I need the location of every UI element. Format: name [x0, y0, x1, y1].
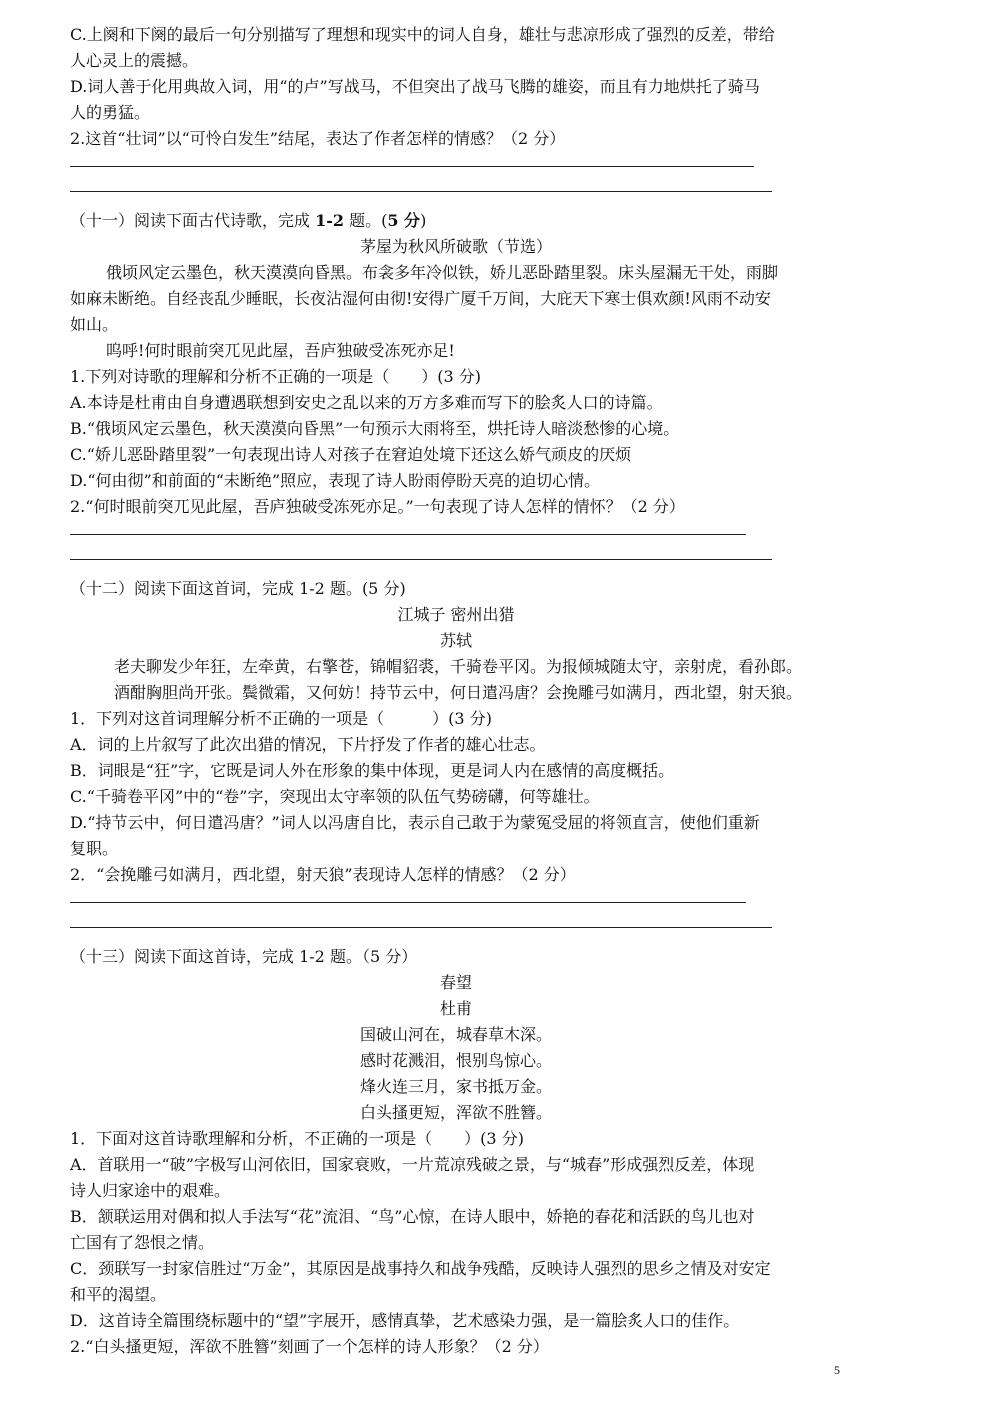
option-d-line-1: D.词人善于化用典故入词，用“的卢”写战马，不但突出了战马飞腾的雄姿，而且有力地烘托了骑马: [70, 77, 760, 96]
poem-line: 俄顷风定云墨色，秋天漠漠向昏黑。布衾多年冷似铁，娇儿恶卧踏里裂。床头屋漏无干处，雨脚: [106, 263, 779, 282]
section-11-header: （十一）阅读下面古代诗歌，完成 1-2 题。(5 分): [70, 211, 427, 230]
option-b: B．词眼是“狂”字，它既是词人外在形象的集中体现，更是词人内在感情的高度概括。: [70, 761, 675, 780]
option-a-line-2: 诗人归家途中的艰难。: [70, 1181, 231, 1200]
poem-line: 呜呼!何时眼前突兀见此屋，吾庐独破受冻死亦足!: [106, 341, 455, 360]
poem-title: 茅屋为秋风所破歌（节选）: [359, 237, 552, 256]
option-d-line-2: 复职。: [70, 839, 119, 858]
option-c: C.“娇儿恶卧踏里裂”一句表现出诗人对孩子在窘迫处境下还这么娇气顽皮的厌烦: [70, 445, 632, 464]
question-2: 2.“白头搔更短，浑欲不胜簪”刻画了一个怎样的诗人形象？（2 分）: [70, 1337, 549, 1356]
option-c-line-1: C.上阕和下阕的最后一句分别描写了理想和现实中的词人自身，雄壮与悲凉形成了强烈的反差，带给: [70, 25, 775, 44]
answer-line: [70, 534, 746, 535]
poem-line: 酒酣胸胆尚开张。鬓微霜，又何妨！持节云中，何日遣冯唐？会挽雕弓如满月，西北望，射天狼。: [114, 683, 803, 702]
option-d: D．这首诗全篇围绕标题中的“望”字展开，感情真挚，艺术感染力强，是一篇脍炙人口的佳作。: [70, 1311, 740, 1330]
option-c-line-2: 人心灵上的震撼。: [70, 51, 199, 70]
document-page: [70, 22, 842, 1360]
poem-line: 老夫聊发少年狂，左牵黄，右擎苍，锦帽貂裘，千骑卷平冈。为报倾城随太守，亲射虎，看孙郎。: [114, 657, 803, 676]
option-c-line-2: 和平的渴望。: [70, 1285, 167, 1304]
option-c: C.“千骑卷平冈”中的“卷”字，突现出太守率领的队伍气势磅礴，何等雄壮。: [70, 787, 600, 806]
option-a: A．词的上片叙写了此次出猎的情况，下片抒发了作者的雄心壮志。: [70, 735, 546, 754]
option-b: B.“俄顷风定云墨色，秋天漠漠向昏黑”一句预示大雨将至，烘托诗人暗淡愁惨的心境。: [70, 419, 680, 438]
question-1: 1．下列对这首词理解分析不正确的一项是（ ）(3 分): [70, 709, 492, 728]
question-2: 2．“会挽雕弓如满月，西北望，射天狼”表现诗人怎样的情感？（2 分）: [70, 865, 576, 884]
option-c-line-1: C．颈联写一封家信胜过“万金”，其原因是战事持久和战争残酷，反映诗人强烈的思乡之情及对安定: [70, 1259, 771, 1278]
option-b-line-2: 亡国有了怨恨之情。: [70, 1233, 215, 1252]
poem-title: 春望: [439, 973, 472, 992]
poem-line: 感时花溅泪，恨别鸟惊心。: [359, 1051, 552, 1070]
page-number: 5: [834, 1363, 840, 1377]
question-2: 2.“何时眼前突兀见此屋，吾庐独破受冻死亦足。”一句表现了诗人怎样的情怀？（2 分）: [70, 497, 685, 516]
answer-line: [70, 902, 746, 903]
section-13-header: （十三）阅读下面这首诗，完成 1-2 题。（5 分）: [70, 947, 418, 966]
option-b-line-1: B．颔联运用对偶和拟人手法写“花”流泪、“鸟”心惊，在诗人眼中，娇艳的春花和活跃的鸟儿也对: [70, 1207, 755, 1226]
poem-author: 苏轼: [439, 631, 472, 650]
poem-line: 如麻未断绝。自经丧乱少睡眠，长夜沾湿何由彻!安得广厦千万间，大庇天下寒士俱欢颜!风雨不动安: [70, 289, 771, 308]
option-d: D.“何由彻”和前面的“未断绝”照应，表现了诗人盼雨停盼天亮的迫切心情。: [70, 471, 601, 490]
poem-line: 烽火连三月，家书抵万金。: [359, 1077, 552, 1096]
question-2: 2.这首“壮词”以“可怜白发生”结尾，表达了作者怎样的情感？（2 分）: [70, 129, 566, 148]
answer-line: [70, 166, 754, 167]
poem-author: 杜甫: [439, 999, 472, 1018]
poem-line: 如山。: [70, 315, 119, 334]
option-d-line-1: D.“持节云中，何日遣冯唐？”词人以冯唐自比，表示自己敢于为蒙冤受屈的将领直言，使他们重新: [70, 813, 760, 832]
option-d-line-2: 人的勇猛。: [70, 103, 151, 122]
section-12-header: （十二）阅读下面这首词，完成 1-2 题。(5 分): [70, 579, 406, 598]
poem-line: 国破山河在，城春草木深。: [359, 1025, 552, 1044]
option-a-line-1: A．首联用一“破”字极写山河依旧，国家衰败，一片荒凉残破之景，与“城春”形成强烈反差，体现: [70, 1155, 755, 1174]
question-1: 1.下列对诗歌的理解和分析不正确的一项是（ ）(3 分): [70, 367, 482, 386]
option-a: A.本诗是杜甫由自身遭遇联想到安史之乱以来的万方多难而写下的脍炙人口的诗篇。: [70, 393, 663, 412]
poem-title: 江城子 密州出猎: [397, 605, 515, 624]
question-1: 1．下面对这首诗歌理解和分析，不正确的一项是（ ）(3 分): [70, 1129, 524, 1148]
poem-line: 白头搔更短，浑欲不胜簪。: [359, 1103, 552, 1122]
